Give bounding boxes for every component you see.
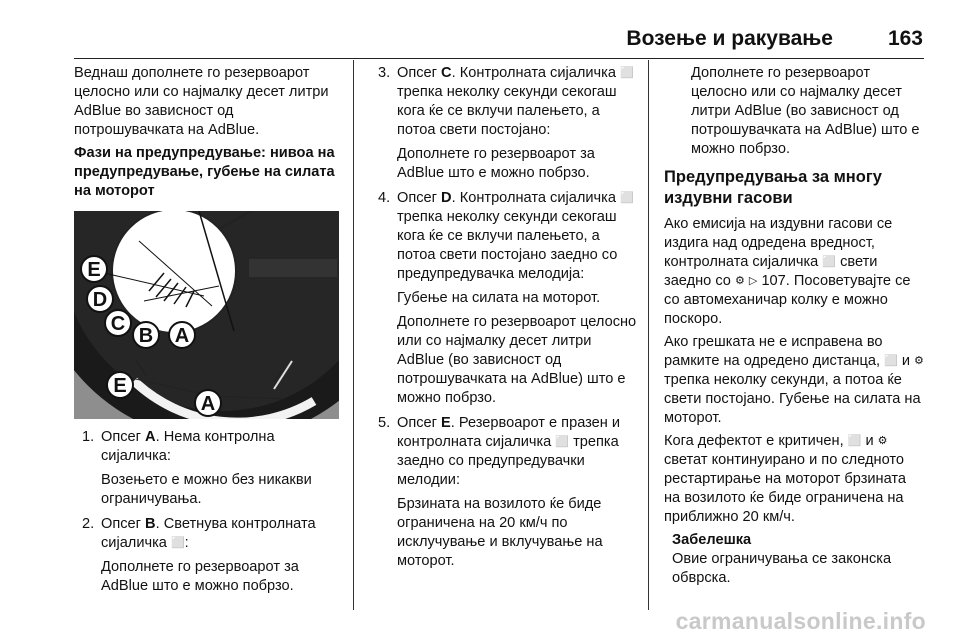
list-item [370,189,638,408]
column-2 [370,64,638,577]
list-text: . Светнува контролната сијаличка [101,516,316,551]
column-divider [648,60,649,610]
figure-label-e: E [87,259,101,281]
adblue-warning-icon: ⬜ [847,435,862,447]
column-1 [74,64,344,205]
list-subtext: Возењето е можно без никакви ограничувања. [101,472,312,507]
paragraph-text: Кога дефектот е критичен, [664,433,848,449]
range-letter: A [145,429,156,445]
list-item [370,414,638,571]
paragraph: Веднаш дополнете го резервоарот целосно или со најмалку десет литри AdBlue во зависност од потрошувачката на AdBlue. [74,65,329,138]
gauge-illustration [74,211,339,419]
note-box [672,531,926,588]
figure-label-e-lower: E [113,375,127,397]
list-subtext: Губење на силата на моторот. [397,290,601,306]
adblue-warning-icon: ⬜ [620,67,634,79]
header-title: Возење и ракување [626,27,833,50]
list-number: 1. [82,429,95,445]
page-ref-icon: ▷ [748,275,758,287]
list-text: : [184,535,189,551]
list-text: Опсег [397,65,442,81]
paragraph-text: Ако грешката не е исправена во рамките на одредено дистанца, [664,334,885,369]
range-letter: E [441,415,451,431]
figure-label-c: C [110,313,126,335]
range-letter: D [441,190,452,206]
figure-label-b: B [138,325,154,347]
list-item [74,428,344,509]
figure-label-d: D [92,289,108,311]
note-title: Забелешка [672,532,752,548]
adblue-warning-icon: ⬜ [555,436,570,448]
engine-check-icon: ⚙ [877,435,888,447]
section-heading: Фази на предупредување: нивоа на предупредување, губење на силата на моторот [74,145,335,199]
note-body: Овие ограничувања се законска обврска. [672,551,892,586]
list-text: . Нема контролна сијаличка: [101,429,275,464]
adblue-warning-icon: ⬜ [620,192,634,204]
figure-label-a: A [174,325,190,347]
engine-check-icon: ⚙ [914,355,924,367]
section-heading: Предупредувања за многу издувни гасови [664,168,882,207]
list-text: . Контролната сијаличка [451,65,620,81]
figure-label-a-lower: A [200,393,216,415]
list-text: . Резервоарот е празен и контролната сијаличка [397,415,621,450]
paragraph: Дополнете го резервоарот целосно или со најмалку десет литри AdBlue (во зависност од потрошувачката на AdBlue) што е можно побрзо. [691,65,920,157]
range-letter: C [441,65,452,81]
page-number: 163 [887,27,923,50]
list-number: 5. [378,415,391,431]
list-subtext: Брзината на возилото ќе биде ограничена на 20 км/ч по исклучување и вклучување на моторот. [397,496,603,569]
column-3 [664,64,926,588]
column-1-list [74,428,344,602]
list-subtext: Дополнете го резервоарот за AdBlue што е можно побрзо. [397,146,595,181]
column-divider [353,60,354,610]
list-item [74,515,344,596]
list-text: Опсег [101,516,146,532]
paragraph-text: 107. Посоветувајте се со автомеханичар колку е можно поскоро. [664,273,911,327]
watermark: carmanualsonline.info [675,608,926,634]
list-text: трепка неколку секунди секогаш кога ќе се вклучи палењето, а потоа свети постојано: [397,84,617,138]
gauge-figure [74,211,339,419]
list-text: трепка неколку секунди секогаш кога ќе се вклучи палењето, а потоа свети постојано заедно со предупредувачка мелодија: [397,209,618,282]
adblue-warning-icon: ⬜ [822,256,837,268]
paragraph [664,432,926,527]
paragraph-text: Ако емисија на издувни гасови се издига над одредена вредност, контролната сијаличка [664,216,893,270]
paragraph [664,333,926,428]
paragraph-text: свети заедно со [664,254,878,289]
list-text: Опсег [397,415,442,431]
list-item [370,64,638,183]
paragraph-text: и [861,433,878,449]
paragraph-text: трепка неколку секунди, а потоа ќе свети постојано. Губење на силата на моторот. [664,372,921,426]
list-subtext: Дополнете го резервоарот за AdBlue што е можно побрзо. [101,559,299,594]
list-text: Опсег [397,190,442,206]
paragraph-text: и [897,353,915,369]
list-number: 4. [378,190,391,206]
list-text: . Контролната сијаличка [451,190,620,206]
list-subtext: Дополнете го резервоарот целосно или со најмалку десет литри AdBlue (во зависност од потрошувачката на AdBlue) што е можно побрзо. [397,314,637,406]
list-number: 2. [82,516,95,532]
list-text: трепка заедно со предупредувачки мелодии: [397,434,619,488]
range-letter: B [145,516,156,532]
header-rule [74,58,924,59]
list-number: 3. [378,65,391,81]
paragraph [664,215,926,329]
engine-check-icon: ⚙ [734,275,745,287]
adblue-warning-icon: ⬜ [884,355,898,367]
adblue-warning-icon: ⬜ [170,537,185,549]
paragraph-text: светат континуирано и по следното рестартирање на моторот брзината на возилото ќе биде ограничена на приближно 20 км/ч. [664,452,907,525]
list-text: Опсег [101,429,146,445]
